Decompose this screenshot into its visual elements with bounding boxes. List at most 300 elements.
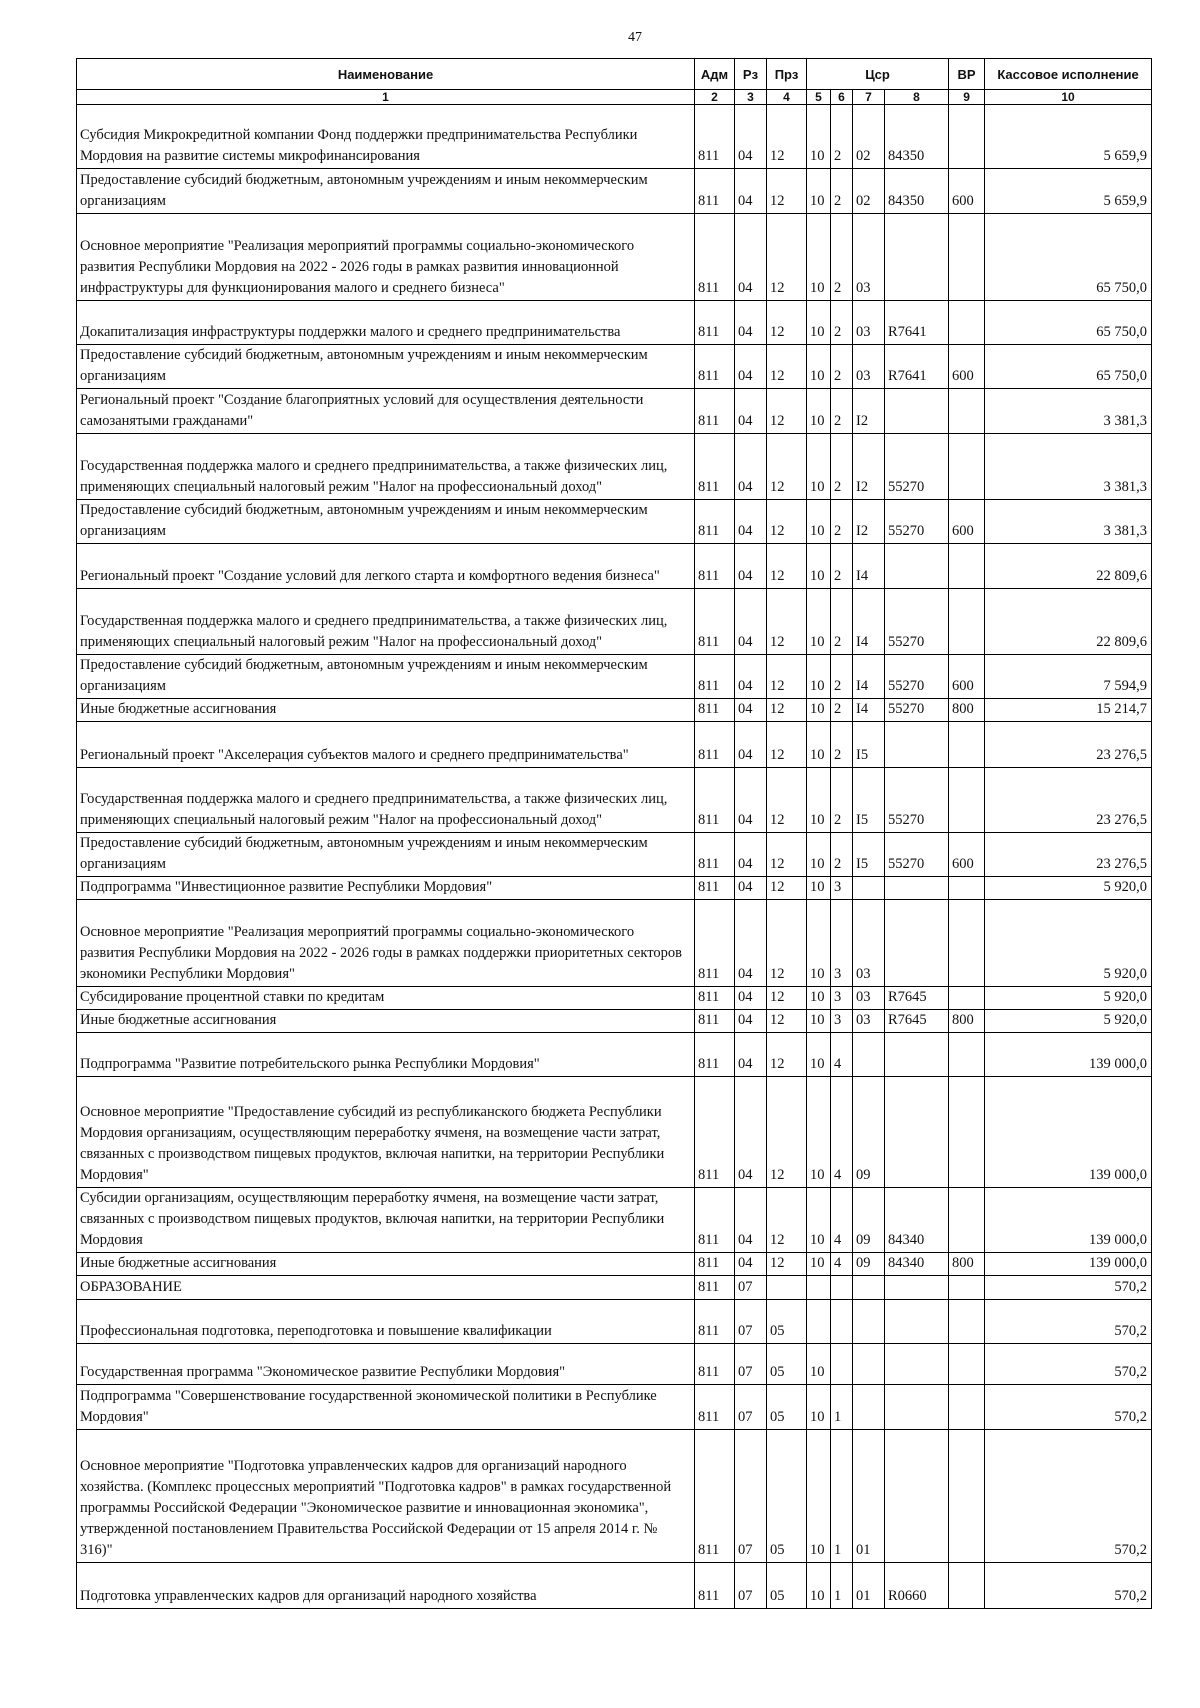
row-csr-direction bbox=[885, 1276, 949, 1300]
row-csr-program: 10 bbox=[807, 877, 831, 900]
row-csr-event: I2 bbox=[853, 434, 885, 500]
row-prz: 12 bbox=[767, 169, 807, 214]
row-name: Иные бюджетные ассигнования bbox=[77, 699, 695, 722]
row-prz: 12 bbox=[767, 900, 807, 987]
row-amount: 5 920,0 bbox=[985, 1010, 1152, 1033]
row-prz: 05 bbox=[767, 1430, 807, 1563]
row-csr-event: 09 bbox=[853, 1188, 885, 1253]
row-prz: 05 bbox=[767, 1344, 807, 1385]
row-vr bbox=[949, 1300, 985, 1344]
row-csr-direction: 55270 bbox=[885, 699, 949, 722]
row-prz: 12 bbox=[767, 1010, 807, 1033]
row-csr-direction bbox=[885, 877, 949, 900]
row-rz: 04 bbox=[735, 500, 767, 544]
table-row bbox=[77, 389, 1152, 434]
row-vr bbox=[949, 1077, 985, 1188]
row-rz: 07 bbox=[735, 1344, 767, 1385]
row-vr: 800 bbox=[949, 699, 985, 722]
row-adm: 811 bbox=[695, 1300, 735, 1344]
row-amount: 65 750,0 bbox=[985, 214, 1152, 301]
row-csr-event: 03 bbox=[853, 301, 885, 345]
row-rz: 04 bbox=[735, 1077, 767, 1188]
row-csr-subprogram: 2 bbox=[831, 434, 853, 500]
table-row bbox=[77, 214, 1152, 301]
row-name: Государственная поддержка малого и среднего предпринимательства, а также физических лиц, применяющих специальный налоговый режим "Налог на профессиональный доход" bbox=[77, 589, 695, 655]
row-csr-program: 10 bbox=[807, 1033, 831, 1077]
row-rz: 04 bbox=[735, 900, 767, 987]
row-name: Предоставление субсидий бюджетным, автономным учреждениям и иным некоммерческим организациям bbox=[77, 500, 695, 544]
row-name: Профессиональная подготовка, переподготовка и повышение квалификации bbox=[77, 1300, 695, 1344]
row-csr-direction bbox=[885, 1300, 949, 1344]
row-prz bbox=[767, 1276, 807, 1300]
row-csr-event: 02 bbox=[853, 169, 885, 214]
row-amount: 570,2 bbox=[985, 1430, 1152, 1563]
row-csr-program: 10 bbox=[807, 105, 831, 169]
row-rz: 04 bbox=[735, 699, 767, 722]
row-csr-subprogram: 2 bbox=[831, 699, 853, 722]
row-amount: 139 000,0 bbox=[985, 1033, 1152, 1077]
row-csr-direction bbox=[885, 1077, 949, 1188]
row-csr-program: 10 bbox=[807, 699, 831, 722]
row-adm: 811 bbox=[695, 900, 735, 987]
row-name: Государственная программа "Экономическое развитие Республики Мордовия" bbox=[77, 1344, 695, 1385]
budget-table bbox=[76, 58, 1152, 1609]
row-name: Государственная поддержка малого и среднего предпринимательства, а также физических лиц, применяющих специальный налоговый режим "Налог на профессиональный доход" bbox=[77, 768, 695, 833]
row-csr-program: 10 bbox=[807, 1077, 831, 1188]
table-row bbox=[77, 833, 1152, 877]
table-row bbox=[77, 1253, 1152, 1276]
row-amount: 570,2 bbox=[985, 1385, 1152, 1430]
row-csr-program: 10 bbox=[807, 214, 831, 301]
row-csr-program: 10 bbox=[807, 301, 831, 345]
row-name: Субсидирование процентной ставки по кредитам bbox=[77, 987, 695, 1010]
row-adm: 811 bbox=[695, 768, 735, 833]
row-vr bbox=[949, 301, 985, 345]
row-csr-direction bbox=[885, 900, 949, 987]
row-vr bbox=[949, 768, 985, 833]
row-vr bbox=[949, 722, 985, 768]
row-vr bbox=[949, 1430, 985, 1563]
row-adm: 811 bbox=[695, 722, 735, 768]
row-csr-program: 10 bbox=[807, 1563, 831, 1609]
row-csr-direction: 55270 bbox=[885, 434, 949, 500]
row-adm: 811 bbox=[695, 877, 735, 900]
table-row bbox=[77, 589, 1152, 655]
row-name: Региональный проект "Создание благоприятных условий для осуществления деятельности самозанятыми гражданами" bbox=[77, 389, 695, 434]
row-amount: 570,2 bbox=[985, 1300, 1152, 1344]
row-csr-program: 10 bbox=[807, 1430, 831, 1563]
table-row bbox=[77, 1385, 1152, 1430]
row-name: Региональный проект "Акселерация субъектов малого и среднего предпринимательства" bbox=[77, 722, 695, 768]
row-csr-event bbox=[853, 1344, 885, 1385]
row-name: Субсидия Микрокредитной компании Фонд поддержки предпринимательства Республики Мордовия на развитие системы микрофинансирования bbox=[77, 105, 695, 169]
row-csr-event bbox=[853, 877, 885, 900]
row-prz: 12 bbox=[767, 500, 807, 544]
row-csr-subprogram: 2 bbox=[831, 214, 853, 301]
row-csr-event: 03 bbox=[853, 987, 885, 1010]
row-csr-direction: 55270 bbox=[885, 589, 949, 655]
row-vr bbox=[949, 1033, 985, 1077]
row-vr: 600 bbox=[949, 655, 985, 699]
table-row bbox=[77, 434, 1152, 500]
row-vr: 800 bbox=[949, 1010, 985, 1033]
row-rz: 07 bbox=[735, 1276, 767, 1300]
row-name: Государственная поддержка малого и среднего предпринимательства, а также физических лиц, применяющих специальный налоговый режим "Налог на профессиональный доход" bbox=[77, 434, 695, 500]
row-csr-direction: R7641 bbox=[885, 345, 949, 389]
row-name: Предоставление субсидий бюджетным, автономным учреждениям и иным некоммерческим организациям bbox=[77, 833, 695, 877]
header-name: Наименование bbox=[77, 59, 695, 90]
row-csr-event: 03 bbox=[853, 214, 885, 301]
row-csr-subprogram: 3 bbox=[831, 877, 853, 900]
table-row bbox=[77, 1344, 1152, 1385]
row-prz: 12 bbox=[767, 105, 807, 169]
row-csr-program: 10 bbox=[807, 1253, 831, 1276]
row-adm: 811 bbox=[695, 1430, 735, 1563]
row-rz: 04 bbox=[735, 389, 767, 434]
row-amount: 22 809,6 bbox=[985, 589, 1152, 655]
row-amount: 5 920,0 bbox=[985, 877, 1152, 900]
row-csr-program: 10 bbox=[807, 169, 831, 214]
table-row bbox=[77, 105, 1152, 169]
col-number: 5 bbox=[807, 90, 831, 105]
row-prz: 12 bbox=[767, 833, 807, 877]
row-csr-direction: R0660 bbox=[885, 1563, 949, 1609]
row-csr-subprogram: 2 bbox=[831, 169, 853, 214]
row-adm: 811 bbox=[695, 544, 735, 589]
row-adm: 811 bbox=[695, 434, 735, 500]
row-csr-event: I4 bbox=[853, 699, 885, 722]
row-csr-direction bbox=[885, 1430, 949, 1563]
table-row bbox=[77, 1188, 1152, 1253]
row-csr-event: 02 bbox=[853, 105, 885, 169]
row-amount: 65 750,0 bbox=[985, 345, 1152, 389]
row-name: Подпрограмма "Развитие потребительского рынка Республики Мордовия" bbox=[77, 1033, 695, 1077]
table-row bbox=[77, 1300, 1152, 1344]
row-prz: 05 bbox=[767, 1385, 807, 1430]
table-row bbox=[77, 722, 1152, 768]
row-name: Основное мероприятие "Подготовка управленческих кадров для организаций народного хозяйства. (Комплекс процессных мероприятий "Подготовка кадров" в рамках государственной программы Российской Федерации "Экономическое развитие и инновационная экономика", утвержденной постановлением Правительства Российской Федерации от 15 апреля 2014 г. № 316)" bbox=[77, 1430, 695, 1563]
table-row bbox=[77, 877, 1152, 900]
row-csr-direction: 84340 bbox=[885, 1253, 949, 1276]
row-rz: 04 bbox=[735, 1010, 767, 1033]
row-csr-subprogram: 2 bbox=[831, 589, 853, 655]
row-amount: 23 276,5 bbox=[985, 722, 1152, 768]
row-csr-subprogram: 1 bbox=[831, 1430, 853, 1563]
row-vr bbox=[949, 544, 985, 589]
row-csr-direction bbox=[885, 722, 949, 768]
row-rz: 07 bbox=[735, 1385, 767, 1430]
row-vr bbox=[949, 1385, 985, 1430]
row-csr-subprogram: 1 bbox=[831, 1563, 853, 1609]
row-csr-subprogram: 2 bbox=[831, 500, 853, 544]
table-row bbox=[77, 1033, 1152, 1077]
row-name: Докапитализация инфраструктуры поддержки малого и среднего предпринимательства bbox=[77, 301, 695, 345]
table-row bbox=[77, 1430, 1152, 1563]
row-csr-direction bbox=[885, 389, 949, 434]
row-amount: 3 381,3 bbox=[985, 434, 1152, 500]
row-csr-program: 10 bbox=[807, 345, 831, 389]
row-prz: 12 bbox=[767, 589, 807, 655]
row-prz: 12 bbox=[767, 214, 807, 301]
row-csr-event: 09 bbox=[853, 1077, 885, 1188]
col-number: 9 bbox=[949, 90, 985, 105]
row-prz: 12 bbox=[767, 301, 807, 345]
row-csr-event: I4 bbox=[853, 589, 885, 655]
row-prz: 12 bbox=[767, 1188, 807, 1253]
row-vr bbox=[949, 1344, 985, 1385]
row-amount: 139 000,0 bbox=[985, 1253, 1152, 1276]
row-name: Предоставление субсидий бюджетным, автономным учреждениям и иным некоммерческим организациям bbox=[77, 345, 695, 389]
row-csr-direction: R7641 bbox=[885, 301, 949, 345]
row-csr-subprogram bbox=[831, 1300, 853, 1344]
header-rz: Рз bbox=[735, 59, 767, 90]
row-adm: 811 bbox=[695, 301, 735, 345]
row-csr-direction: 55270 bbox=[885, 500, 949, 544]
col-number: 10 bbox=[985, 90, 1152, 105]
row-prz: 12 bbox=[767, 544, 807, 589]
row-prz: 12 bbox=[767, 699, 807, 722]
row-prz: 12 bbox=[767, 434, 807, 500]
row-csr-subprogram: 4 bbox=[831, 1033, 853, 1077]
row-adm: 811 bbox=[695, 214, 735, 301]
table-row bbox=[77, 1276, 1152, 1300]
header-amount: Кассовое исполнение bbox=[985, 59, 1152, 90]
row-adm: 811 bbox=[695, 1276, 735, 1300]
row-adm: 811 bbox=[695, 1563, 735, 1609]
row-name: Основное мероприятие "Предоставление субсидий из республиканского бюджета Республики Мордовия организациям, осуществляющим переработку ячменя, на возмещение части затрат, связанных с производством пищевых продуктов, включая напитки, на территории Республики Мордовия" bbox=[77, 1077, 695, 1188]
row-csr-program: 10 bbox=[807, 1344, 831, 1385]
col-number: 2 bbox=[695, 90, 735, 105]
row-prz: 12 bbox=[767, 1253, 807, 1276]
row-csr-subprogram: 2 bbox=[831, 345, 853, 389]
row-amount: 5 659,9 bbox=[985, 105, 1152, 169]
row-prz: 05 bbox=[767, 1300, 807, 1344]
row-amount: 570,2 bbox=[985, 1563, 1152, 1609]
row-csr-program: 10 bbox=[807, 434, 831, 500]
row-adm: 811 bbox=[695, 1253, 735, 1276]
row-rz: 04 bbox=[735, 768, 767, 833]
header-vr: ВР bbox=[949, 59, 985, 90]
row-adm: 811 bbox=[695, 389, 735, 434]
col-number: 8 bbox=[885, 90, 949, 105]
row-rz: 04 bbox=[735, 169, 767, 214]
row-rz: 07 bbox=[735, 1563, 767, 1609]
row-adm: 811 bbox=[695, 500, 735, 544]
row-name: Предоставление субсидий бюджетным, автономным учреждениям и иным некоммерческим организациям bbox=[77, 169, 695, 214]
row-name: Субсидии организациям, осуществляющим переработку ячменя, на возмещение части затрат, связанных с производством пищевых продуктов, включая напитки, на территории Республики Мордовия bbox=[77, 1188, 695, 1253]
row-csr-program: 10 bbox=[807, 722, 831, 768]
table-row bbox=[77, 1010, 1152, 1033]
row-csr-direction bbox=[885, 544, 949, 589]
row-adm: 811 bbox=[695, 699, 735, 722]
table-row bbox=[77, 768, 1152, 833]
row-vr bbox=[949, 900, 985, 987]
row-csr-direction: 84350 bbox=[885, 105, 949, 169]
row-vr bbox=[949, 214, 985, 301]
col-number: 4 bbox=[767, 90, 807, 105]
row-csr-program bbox=[807, 1276, 831, 1300]
row-csr-direction: 55270 bbox=[885, 768, 949, 833]
table-row bbox=[77, 1077, 1152, 1188]
row-csr-event bbox=[853, 1300, 885, 1344]
row-amount: 22 809,6 bbox=[985, 544, 1152, 589]
row-csr-event: I2 bbox=[853, 500, 885, 544]
row-rz: 04 bbox=[735, 722, 767, 768]
row-adm: 811 bbox=[695, 105, 735, 169]
row-adm: 811 bbox=[695, 833, 735, 877]
row-csr-direction: 84350 bbox=[885, 169, 949, 214]
row-csr-subprogram: 3 bbox=[831, 987, 853, 1010]
row-csr-event: 03 bbox=[853, 900, 885, 987]
row-name: Основное мероприятие "Реализация мероприятий программы социально-экономического развития Республики Мордовия на 2022 - 2026 годы в рамках поддержки приоритетных секторов экономики Республики Мордовия" bbox=[77, 900, 695, 987]
row-adm: 811 bbox=[695, 589, 735, 655]
row-vr bbox=[949, 389, 985, 434]
row-csr-event: 03 bbox=[853, 345, 885, 389]
row-amount: 3 381,3 bbox=[985, 389, 1152, 434]
column-number-row bbox=[77, 90, 1152, 105]
row-vr bbox=[949, 434, 985, 500]
row-name: Предоставление субсидий бюджетным, автономным учреждениям и иным некоммерческим организациям bbox=[77, 655, 695, 699]
row-vr: 600 bbox=[949, 169, 985, 214]
row-rz: 04 bbox=[735, 1033, 767, 1077]
row-rz: 04 bbox=[735, 877, 767, 900]
row-csr-program: 10 bbox=[807, 900, 831, 987]
col-number: 1 bbox=[77, 90, 695, 105]
row-amount: 7 594,9 bbox=[985, 655, 1152, 699]
row-amount: 570,2 bbox=[985, 1276, 1152, 1300]
row-prz: 12 bbox=[767, 722, 807, 768]
row-amount: 570,2 bbox=[985, 1344, 1152, 1385]
row-prz: 12 bbox=[767, 345, 807, 389]
row-csr-subprogram: 2 bbox=[831, 722, 853, 768]
row-adm: 811 bbox=[695, 1188, 735, 1253]
row-amount: 139 000,0 bbox=[985, 1188, 1152, 1253]
row-csr-subprogram bbox=[831, 1276, 853, 1300]
row-csr-event: I5 bbox=[853, 722, 885, 768]
row-name: Иные бюджетные ассигнования bbox=[77, 1253, 695, 1276]
row-csr-event bbox=[853, 1385, 885, 1430]
row-adm: 811 bbox=[695, 1077, 735, 1188]
table-row bbox=[77, 345, 1152, 389]
row-csr-event: I5 bbox=[853, 833, 885, 877]
row-rz: 04 bbox=[735, 105, 767, 169]
row-csr-event bbox=[853, 1033, 885, 1077]
row-csr-event: 03 bbox=[853, 1010, 885, 1033]
page-number: 47 bbox=[628, 30, 642, 45]
row-csr-direction bbox=[885, 1033, 949, 1077]
row-prz: 12 bbox=[767, 655, 807, 699]
row-prz: 12 bbox=[767, 1033, 807, 1077]
row-name: ОБРАЗОВАНИЕ bbox=[77, 1276, 695, 1300]
row-adm: 811 bbox=[695, 987, 735, 1010]
row-amount: 15 214,7 bbox=[985, 699, 1152, 722]
row-vr bbox=[949, 105, 985, 169]
row-rz: 04 bbox=[735, 655, 767, 699]
row-adm: 811 bbox=[695, 169, 735, 214]
row-csr-subprogram: 2 bbox=[831, 389, 853, 434]
table-row bbox=[77, 169, 1152, 214]
header-row bbox=[77, 59, 1152, 90]
row-adm: 811 bbox=[695, 1010, 735, 1033]
col-number: 6 bbox=[831, 90, 853, 105]
row-csr-event: I4 bbox=[853, 655, 885, 699]
col-number: 3 bbox=[735, 90, 767, 105]
row-rz: 04 bbox=[735, 987, 767, 1010]
row-vr: 600 bbox=[949, 345, 985, 389]
row-prz: 12 bbox=[767, 877, 807, 900]
row-name: Основное мероприятие "Реализация мероприятий программы социально-экономического развития Республики Мордовия на 2022 - 2026 годы в рамках развития инновационной инфраструктуры для функционирования малого и среднего бизнеса" bbox=[77, 214, 695, 301]
row-csr-subprogram: 2 bbox=[831, 833, 853, 877]
row-prz: 12 bbox=[767, 987, 807, 1010]
row-csr-subprogram: 4 bbox=[831, 1077, 853, 1188]
row-name: Подпрограмма "Совершенствование государственной экономической политики в Республике Мордовия" bbox=[77, 1385, 695, 1430]
row-rz: 07 bbox=[735, 1300, 767, 1344]
row-csr-direction bbox=[885, 1344, 949, 1385]
row-amount: 5 920,0 bbox=[985, 987, 1152, 1010]
row-csr-program: 10 bbox=[807, 544, 831, 589]
header-csr: Цср bbox=[807, 59, 949, 90]
row-prz: 12 bbox=[767, 1077, 807, 1188]
row-prz: 05 bbox=[767, 1563, 807, 1609]
row-csr-direction: R7645 bbox=[885, 987, 949, 1010]
row-csr-direction: 84340 bbox=[885, 1188, 949, 1253]
row-adm: 811 bbox=[695, 345, 735, 389]
row-csr-program: 10 bbox=[807, 1188, 831, 1253]
row-csr-subprogram: 4 bbox=[831, 1253, 853, 1276]
row-vr bbox=[949, 1188, 985, 1253]
row-csr-event: I5 bbox=[853, 768, 885, 833]
row-csr-subprogram: 1 bbox=[831, 1385, 853, 1430]
row-amount: 3 381,3 bbox=[985, 500, 1152, 544]
row-csr-subprogram: 2 bbox=[831, 544, 853, 589]
row-csr-event: 01 bbox=[853, 1430, 885, 1563]
row-amount: 5 659,9 bbox=[985, 169, 1152, 214]
row-name: Подпрограмма "Инвестиционное развитие Республики Мордовия" bbox=[77, 877, 695, 900]
row-vr bbox=[949, 589, 985, 655]
row-csr-program: 10 bbox=[807, 768, 831, 833]
header-adm: Адм bbox=[695, 59, 735, 90]
table-row bbox=[77, 900, 1152, 987]
row-csr-program: 10 bbox=[807, 389, 831, 434]
table-row bbox=[77, 655, 1152, 699]
row-rz: 04 bbox=[735, 345, 767, 389]
row-csr-event: I2 bbox=[853, 389, 885, 434]
row-amount: 139 000,0 bbox=[985, 1077, 1152, 1188]
row-csr-direction: R7645 bbox=[885, 1010, 949, 1033]
row-amount: 23 276,5 bbox=[985, 833, 1152, 877]
row-csr-program: 10 bbox=[807, 655, 831, 699]
row-adm: 811 bbox=[695, 1033, 735, 1077]
row-csr-subprogram: 4 bbox=[831, 1188, 853, 1253]
table-row bbox=[77, 544, 1152, 589]
row-vr bbox=[949, 1276, 985, 1300]
row-csr-subprogram: 2 bbox=[831, 768, 853, 833]
row-csr-direction: 55270 bbox=[885, 833, 949, 877]
row-csr-direction bbox=[885, 214, 949, 301]
table-body bbox=[77, 105, 1152, 1609]
row-vr: 600 bbox=[949, 833, 985, 877]
row-csr-subprogram: 2 bbox=[831, 105, 853, 169]
table-row bbox=[77, 987, 1152, 1010]
table-row bbox=[77, 699, 1152, 722]
row-csr-program: 10 bbox=[807, 833, 831, 877]
row-amount: 23 276,5 bbox=[985, 768, 1152, 833]
row-rz: 04 bbox=[735, 434, 767, 500]
row-csr-event: I4 bbox=[853, 544, 885, 589]
row-csr-subprogram: 2 bbox=[831, 301, 853, 345]
row-csr-event bbox=[853, 1276, 885, 1300]
table-row bbox=[77, 500, 1152, 544]
